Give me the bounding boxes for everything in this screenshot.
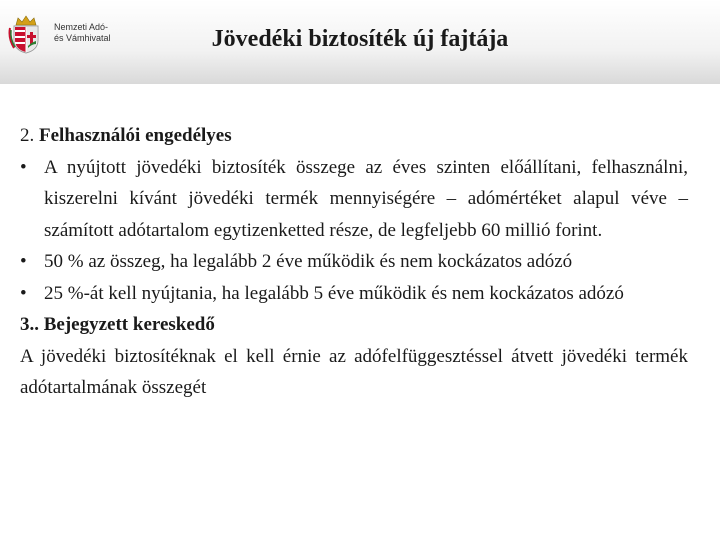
list-item-text: A nyújtott jövedéki biztosíték összege az éves szinten előállítani, felhasználni, kiszerelni kívánt jövedéki termék mennyiségére – adómértéket alapul véve – számított adótartalom egytizenketted része, de legfeljebb 60 millió forint. <box>44 156 688 241</box>
slide-content <box>20 120 688 404</box>
list-item-text: 50 % az összeg, ha legalább 2 éve működik és nem kockázatos adózó <box>44 251 573 272</box>
hungarian-crest-icon <box>8 14 44 54</box>
bullet-icon: • <box>20 251 27 272</box>
logo-text-line2: és Vámhivatal <box>54 33 111 43</box>
section2-heading-text: Felhasználói engedélyes <box>39 125 232 146</box>
bullet-icon: • <box>20 156 27 178</box>
logo-text-line1: Nemzeti Adó- <box>54 22 109 32</box>
list-item <box>20 152 688 247</box>
section3-text: A jövedéki biztosítéknak el kell érnie az adófelfüggesztéssel átvett jövedéki termék adótartalmának összegét <box>20 345 688 398</box>
nav-logo <box>8 14 118 54</box>
section3-heading: 3.. Bejegyzett kereskedő <box>20 314 215 335</box>
list-item-text: 25 %-át kell nyújtania, ha legalább 5 éve működik és nem kockázatos adózó <box>44 282 624 304</box>
logo-text <box>54 22 111 44</box>
page-title: Jövedéki biztosíték új fajtája <box>211 26 509 52</box>
section2-heading <box>20 120 688 152</box>
slide-header <box>0 0 720 84</box>
bullet-icon: • <box>20 282 27 304</box>
list-item <box>20 278 688 310</box>
section2-number: 2. <box>20 125 35 146</box>
list-item <box>20 246 688 278</box>
